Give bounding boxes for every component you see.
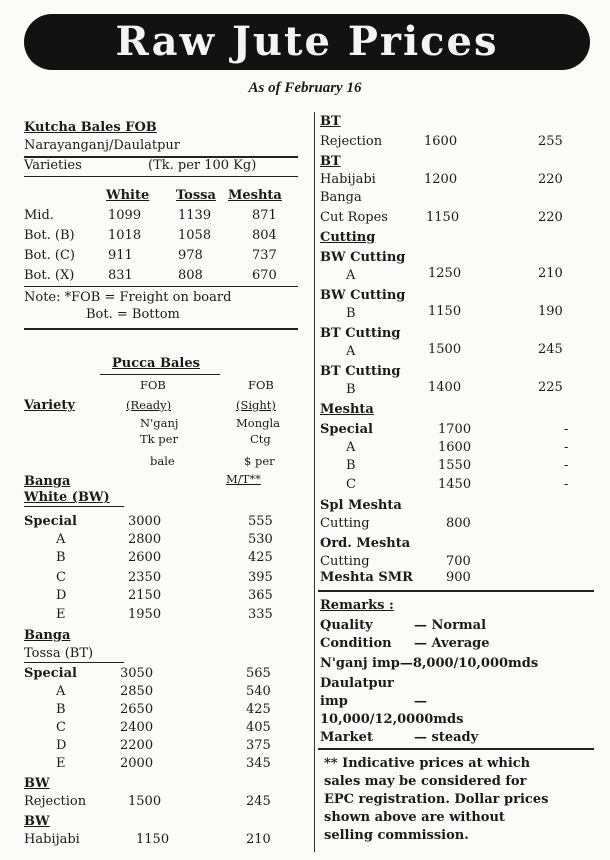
- remarks-rule: [318, 590, 594, 592]
- nganj-imp: N'ganj imp—8,000/10,000mds: [320, 656, 539, 671]
- spl-meshta-1: Spl Meshta: [320, 498, 402, 513]
- footnote-line: shown above are without: [324, 810, 505, 825]
- kutcha-rule-mid: [24, 176, 298, 177]
- ctg-label: Ctg: [250, 432, 271, 446]
- bt-hab-label: Habijabi: [320, 172, 376, 187]
- imp-dash: —: [414, 694, 427, 709]
- mongla-label: Mongla: [236, 416, 281, 430]
- tk-per-label: Tk per: [140, 432, 178, 446]
- bt-title-2: Tossa (BT): [24, 646, 94, 661]
- page-title: Raw Jute Prices: [24, 14, 590, 70]
- bw-rej-label: Rejection: [24, 794, 87, 809]
- bt-rej-usd: 255: [538, 134, 563, 149]
- nganj-label: N'ganj: [140, 416, 179, 430]
- bw-title-2: White (BW): [24, 490, 110, 505]
- bw-rej-tk: 1500: [128, 794, 162, 809]
- kutcha-note-fob: Note: *FOB = Freight on board: [24, 290, 232, 305]
- condition-label: Condition: [320, 636, 392, 651]
- bt-rej-head: BT: [320, 114, 341, 129]
- bw-title-1: Banga: [24, 474, 71, 489]
- meshta-head: Meshta: [320, 402, 374, 417]
- meshta-smr: Meshta SMR: [320, 570, 413, 585]
- pucca-heading-rule: [100, 374, 220, 375]
- market-value: — steady: [414, 730, 479, 745]
- bt-hab-usd: 220: [538, 172, 563, 187]
- cut-ropes-usd: 220: [538, 210, 563, 225]
- kutcha-note-bot: Bot. = Bottom: [86, 307, 180, 322]
- market-label: Market: [320, 730, 373, 745]
- spl-meshta-tk: 800: [446, 516, 471, 531]
- kutcha-heading: Kutcha Bales FOB: [24, 120, 157, 135]
- bw-rule: [24, 506, 124, 507]
- cut-ropes-tk: 1150: [426, 210, 460, 225]
- footnote-line: ** Indicative prices at which: [324, 756, 531, 771]
- bt-rej-label: Rejection: [320, 134, 383, 149]
- ord-meshta-1: Ord. Meshta: [320, 536, 411, 551]
- bw-hab-head: BW: [24, 814, 50, 829]
- cut-ropes-label: Cut Ropes: [320, 210, 388, 225]
- kutcha-unit: (Tk. per 100 Kg): [148, 158, 257, 173]
- bt-rej-tk: 1600: [424, 134, 458, 149]
- variety-label: Variety: [24, 398, 75, 413]
- meshta-smr-tk: 900: [446, 570, 471, 585]
- condition-value: — Average: [414, 636, 490, 651]
- newspaper-clipping: Raw Jute Prices As of February 16 Kutcha Bales FOB Narayanganj/Daulatpur Varieties (Tk. per 100 Kg) White Tossa Meshta Mid. 1099 1139 871 Bot. (B) 1018 1058 804 Bot. (C) 911 978 737 Bot. (X) 831 808 670 Note: *FOB = Freight on board Bot. = Bottom Pucca Bales FOB FOB Variety (Ready) (Sight) N'ganj Mongla Tk per Ctg bale $ per Banga M/T** White (BW) Special 3000 555 A 2800 530 B 2600 425 C 2350 395 D 2150 365 E 1950 335 Banga Tossa (BT) Special 3050 565 A 2850 540 B 2650 425 C 2400 405 D 2200 375 E 2000 345 BW Rejection 1500 245 BW Habijabi 1150 210 BT Rejection 1600 255 BT Habijabi 1200 220 Banga Cut Ropes 1150 220 Cutting BW Cutting A 1250 210 BW Cutting B 1150 190 BT Cutting A 1500 245 BT Cutting B 1400 225 Meshta Special 1700 - A 1600 - B 1550 - C 1450 - Spl Meshta Cutting 800 Ord. Meshta Cutting 700 Meshta SMR 900 Remarks : Quality — Normal Condition — Average N'ganj imp—8,000/10,000mds Daulatpur imp — 10,000/12,0000mds Market — steady ** Indicative prices at which sales may be considered for EPC registration. Dollar prices shown above are without selling commission.: [0, 0, 610, 860]
- quality-label: Quality: [320, 618, 373, 633]
- col-meshta: Meshta: [228, 188, 282, 203]
- bw-hab-usd: 210: [246, 832, 271, 847]
- bale-label: bale: [150, 454, 175, 468]
- kutcha-location: Narayanganj/Daulatpur: [24, 138, 180, 153]
- usd-per-label: $ per: [244, 454, 275, 468]
- remarks-head: Remarks :: [320, 598, 394, 613]
- imp-label: imp: [320, 694, 348, 709]
- fob-sight-label: FOB: [248, 378, 274, 392]
- daulatpur-label: Daulatpur: [320, 676, 394, 691]
- sight-label: (Sight): [236, 398, 276, 412]
- kutcha-note-rule: [24, 286, 298, 287]
- bt-hab-tk: 1200: [424, 172, 458, 187]
- spl-meshta-2: Cutting: [320, 516, 370, 531]
- ord-meshta-tk: 700: [446, 554, 471, 569]
- ready-label: (Ready): [126, 398, 172, 412]
- footnote-rule: [318, 748, 594, 750]
- cutting-head: Cutting: [320, 230, 376, 245]
- as-of-date: As of February 16: [248, 80, 362, 96]
- footnote-line: EPC registration. Dollar prices: [324, 792, 549, 807]
- column-divider: [314, 112, 315, 852]
- footnote-line: selling commission.: [324, 828, 469, 843]
- quality-value: — Normal: [414, 618, 487, 633]
- ord-meshta-2: Cutting: [320, 554, 370, 569]
- bw-hab-tk: 1150: [136, 832, 170, 847]
- kutcha-varieties-label: Varieties: [24, 158, 82, 173]
- col-tossa: Tossa: [176, 188, 216, 203]
- bt-rule: [24, 662, 124, 663]
- banga-label: Banga: [320, 190, 362, 205]
- bw-rej-usd: 245: [246, 794, 271, 809]
- fob-ready-label: FOB: [140, 378, 166, 392]
- bw-rej-head: BW: [24, 776, 50, 791]
- col-white: White: [106, 188, 150, 203]
- bt-hab-head: BT: [320, 154, 341, 169]
- daulatpur-value: 10,000/12,0000mds: [320, 712, 464, 727]
- mt-label: M/T**: [226, 472, 261, 486]
- pucca-heading: Pucca Bales: [112, 356, 200, 371]
- footnote-line: sales may be considered for: [324, 774, 527, 789]
- kutcha-bottom-rule: [24, 328, 298, 330]
- bw-hab-label: Habijabi: [24, 832, 80, 847]
- bt-title-1: Banga: [24, 628, 71, 643]
